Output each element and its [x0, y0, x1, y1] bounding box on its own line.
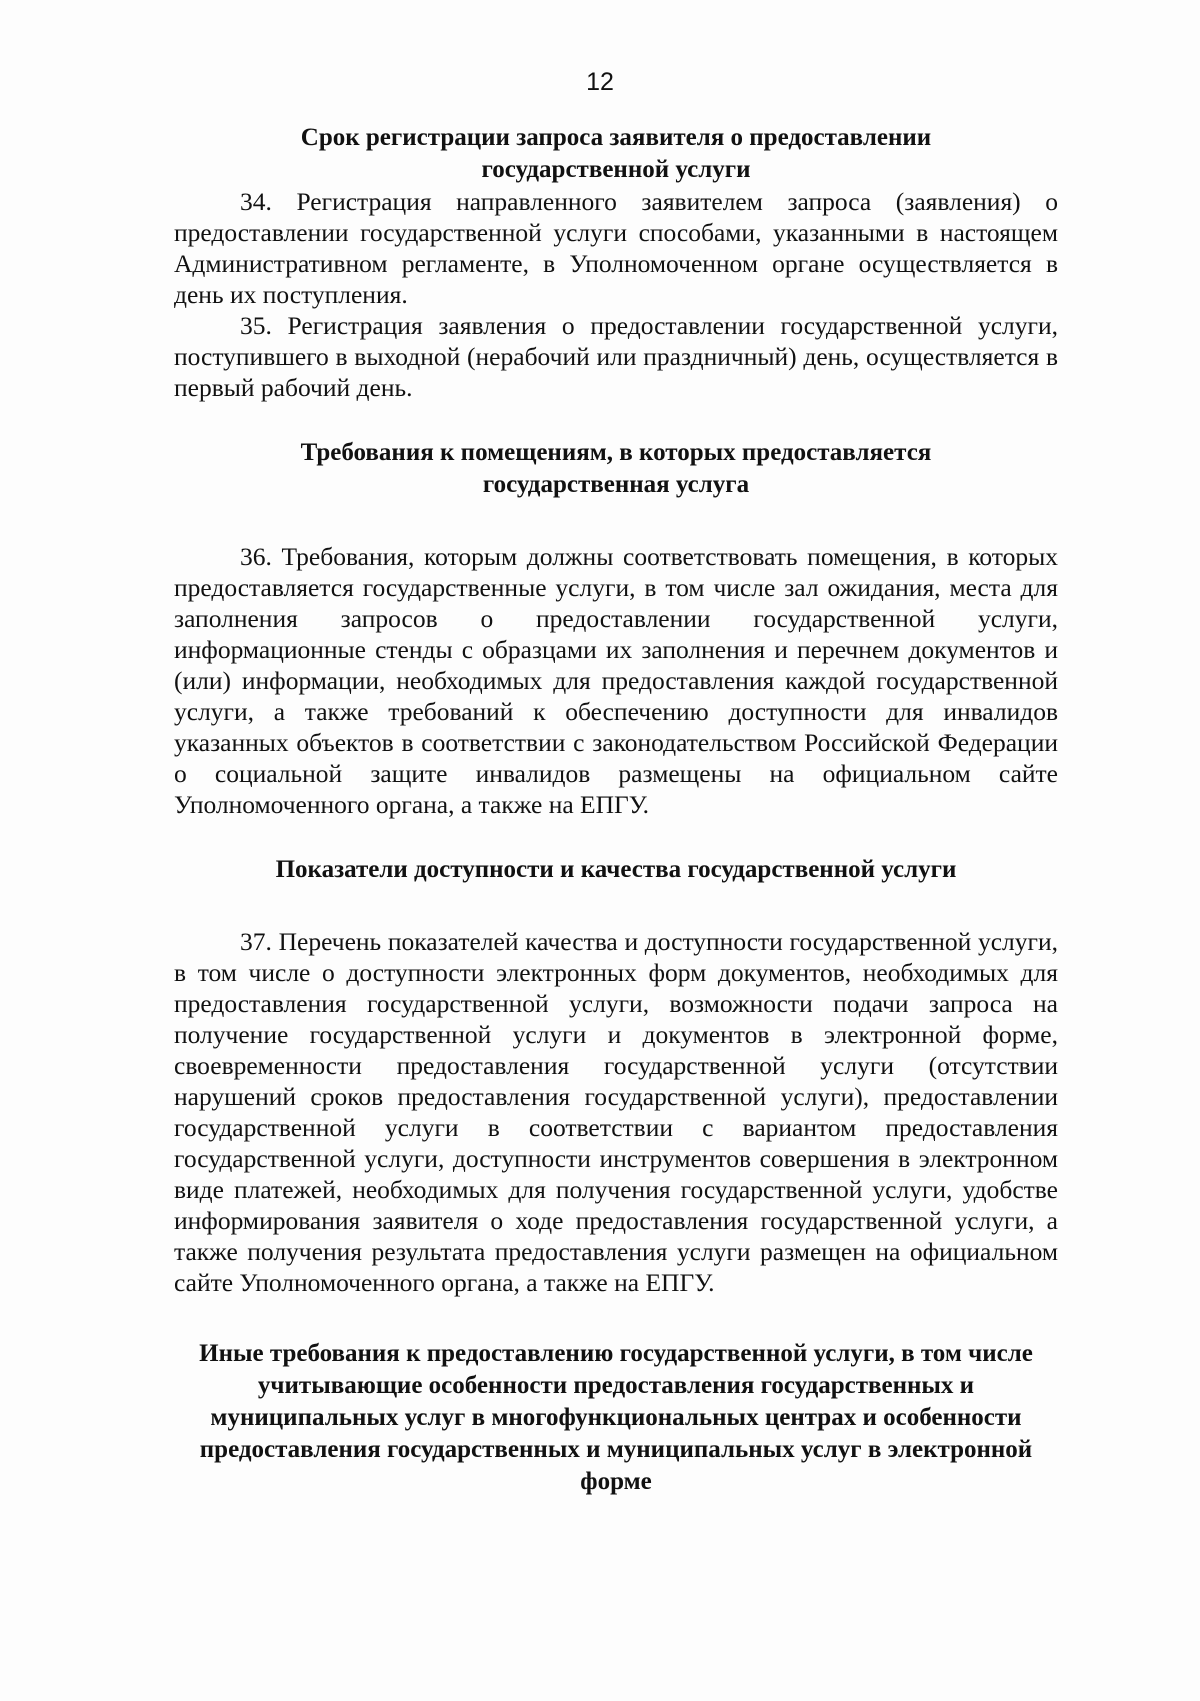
paragraph-34: 34. Регистрация направленного заявителем запроса (заявления) о предоставлении государственной услуги способами, указанными в настоящем Административном регламенте, в Уполномоченном органе осуществляется в день их поступления. — [174, 187, 1058, 309]
paragraph-35: 35. Регистрация заявления о предоставлении государственной услуги, поступившего в выходной (нерабочий или праздничный) день, осуществляется в первый рабочий день. — [174, 311, 1058, 402]
page-number: 12 — [586, 68, 614, 96]
section-heading-registration-term: Срок регистрации запроса заявителя о предоставлении государственной услуги — [300, 124, 932, 183]
paragraph-37: 37. Перечень показателей качества и доступности государственной услуги, в том числе о доступности электронных форм документов, необходимых для предоставления государственной услуги, возможности подачи запроса на получение государственной услуги и документов в электронной форме, своевременности предоставления государственной услуги (отсутствии нарушений сроков предоставления государственной услуги), предоставлении государственной услуги в соответствии с вариантом предоставления государственной услуги, доступности инструментов совершения в электронном виде платежей, необходимых для получения государственной услуги, удобстве информирования заявителя о ходе предоставления государственной услуги, а также получения результата предоставления услуги размещен на официальном сайте Уполномоченного органа, а также на ЕПГУ. — [174, 927, 1058, 1297]
document-body — [174, 122, 1058, 1498]
section-heading-other-requirements: Иные требования к предоставлению государственной услуги, в том числе учитывающие особенности предоставления государственных и муниципальных услуг в многофункциональных центрах и особенности предоставления государственных и муниципальных услуг в электронной форме — [199, 1340, 1033, 1495]
section-heading-accessibility-indicators: Показатели доступности и качества государственной услуги — [275, 856, 957, 883]
paragraph-36: 36. Требования, которым должны соответствовать помещения, в которых предоставляется государственные услуги, в том числе зал ожидания, места для заполнения запросов о предоставлении государственной услуги, информационные стенды с образцами их заполнения и перечнем документов и (или) информации, необходимых для предоставления каждой государственной услуги, а также требований к обеспечению доступности для инвалидов указанных объектов в соответствии с законодательством Российской Федерации о социальной защите инвалидов размещены на официальном сайте Уполномоченного органа, а также на ЕПГУ. — [174, 542, 1058, 819]
section-heading-premises-requirements: Требования к помещениям, в которых предоставляется государственная услуга — [300, 439, 932, 498]
